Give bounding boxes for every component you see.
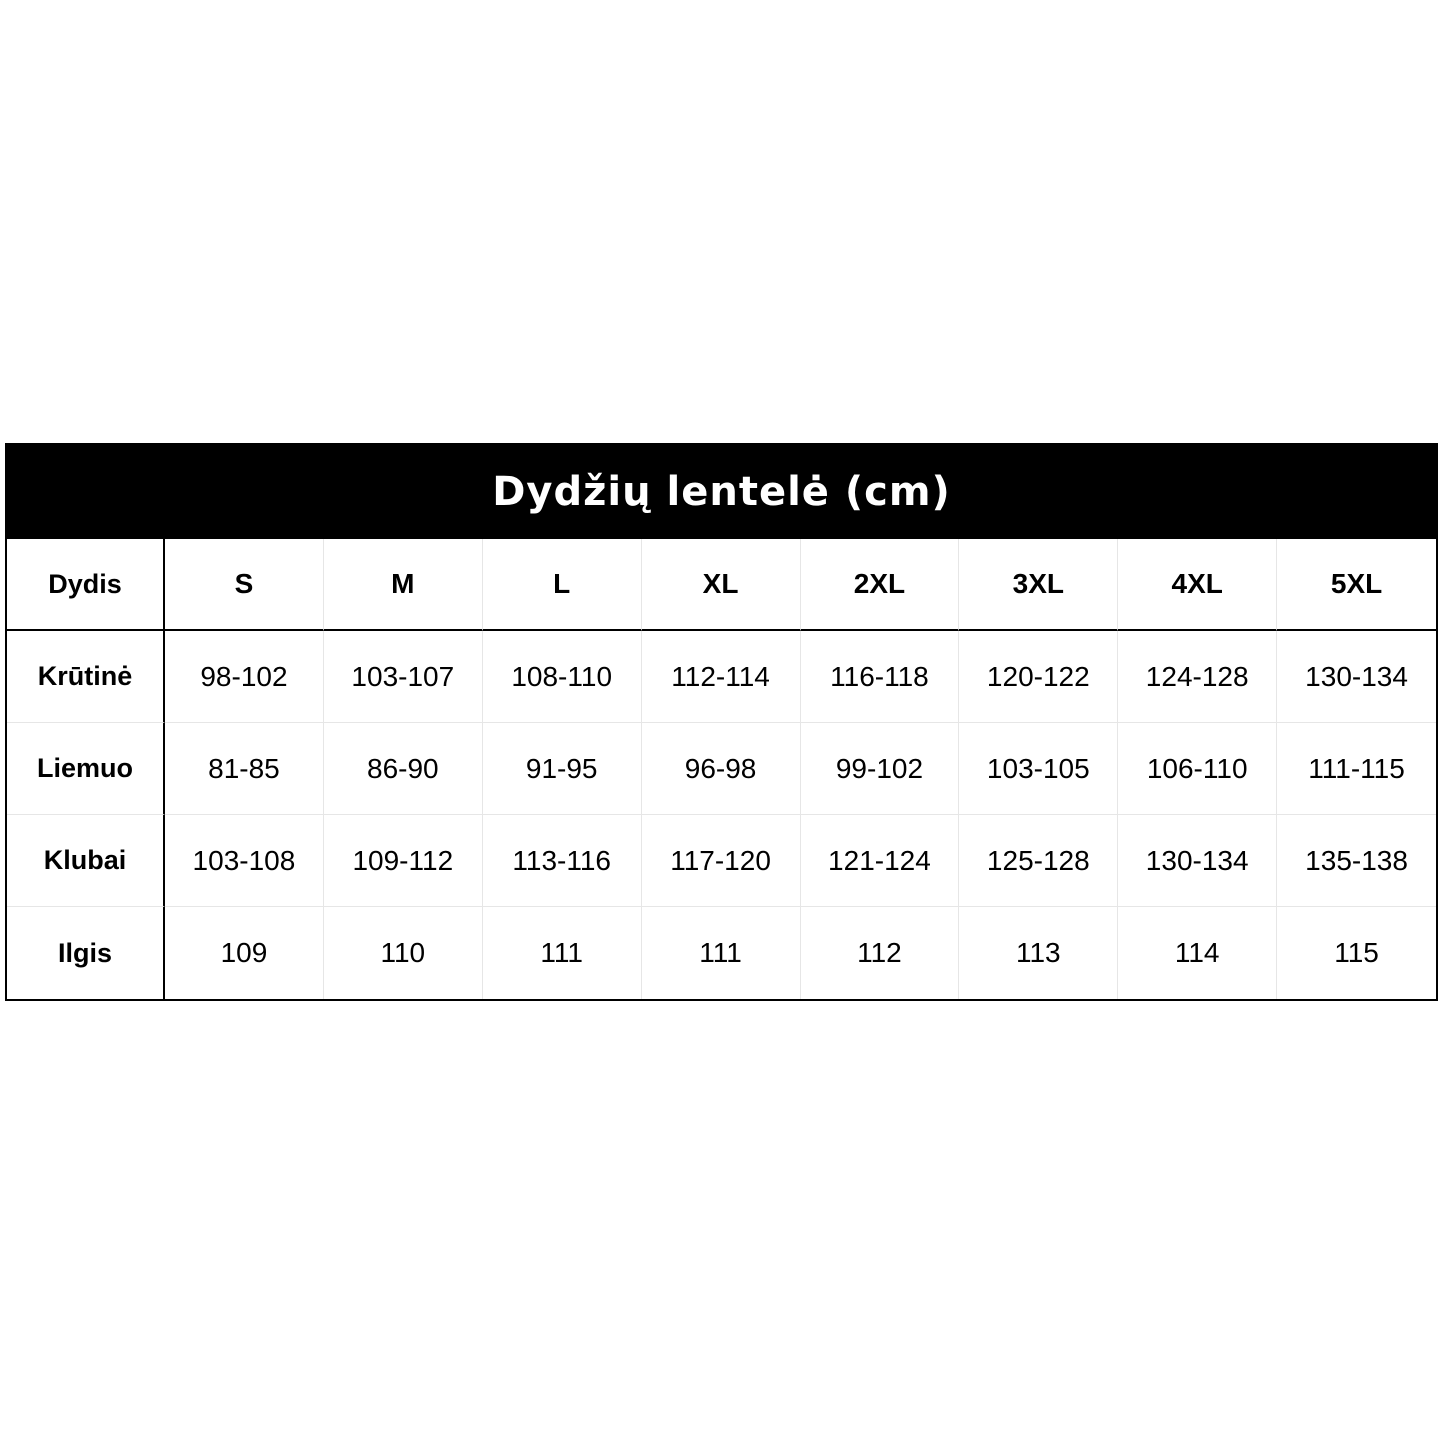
table-cell: 91-95 [483, 723, 642, 815]
size-header-3xl: 3XL [959, 539, 1118, 631]
table-cell: 135-138 [1277, 815, 1436, 907]
table-cell: 130-134 [1277, 631, 1436, 723]
table-cell: 108-110 [483, 631, 642, 723]
table-cell: 103-105 [959, 723, 1118, 815]
size-header-s: S [165, 539, 324, 631]
table-cell: 103-107 [324, 631, 483, 723]
table-cell: 116-118 [801, 631, 960, 723]
size-header-m: M [324, 539, 483, 631]
size-header-xl: XL [642, 539, 801, 631]
size-chart-table [5, 443, 1438, 1001]
table-cell: 112 [801, 907, 960, 999]
table-cell: 111-115 [1277, 723, 1436, 815]
header-label: Dydis [7, 539, 165, 631]
size-grid [7, 539, 1436, 999]
size-header-4xl: 4XL [1118, 539, 1277, 631]
table-cell: 113-116 [483, 815, 642, 907]
size-header-2xl: 2XL [801, 539, 960, 631]
size-header-l: L [483, 539, 642, 631]
table-cell: 114 [1118, 907, 1277, 999]
table-cell: 117-120 [642, 815, 801, 907]
table-cell: 125-128 [959, 815, 1118, 907]
table-cell: 111 [642, 907, 801, 999]
table-cell: 106-110 [1118, 723, 1277, 815]
row-label: Krūtinė [7, 631, 165, 723]
table-cell: 81-85 [165, 723, 324, 815]
table-cell: 120-122 [959, 631, 1118, 723]
table-cell: 103-108 [165, 815, 324, 907]
table-cell: 109 [165, 907, 324, 999]
table-cell: 113 [959, 907, 1118, 999]
size-header-5xl: 5XL [1277, 539, 1436, 631]
table-cell: 130-134 [1118, 815, 1277, 907]
row-label: Ilgis [7, 907, 165, 999]
table-cell: 98-102 [165, 631, 324, 723]
table-cell: 99-102 [801, 723, 960, 815]
table-cell: 121-124 [801, 815, 960, 907]
row-label: Liemuo [7, 723, 165, 815]
table-cell: 112-114 [642, 631, 801, 723]
row-label: Klubai [7, 815, 165, 907]
table-cell: 124-128 [1118, 631, 1277, 723]
table-cell: 110 [324, 907, 483, 999]
table-cell: 111 [483, 907, 642, 999]
table-cell: 109-112 [324, 815, 483, 907]
table-title: Dydžių lentelė (cm) [7, 445, 1436, 539]
table-cell: 96-98 [642, 723, 801, 815]
table-cell: 115 [1334, 937, 1379, 968]
table-cell: 86-90 [324, 723, 483, 815]
